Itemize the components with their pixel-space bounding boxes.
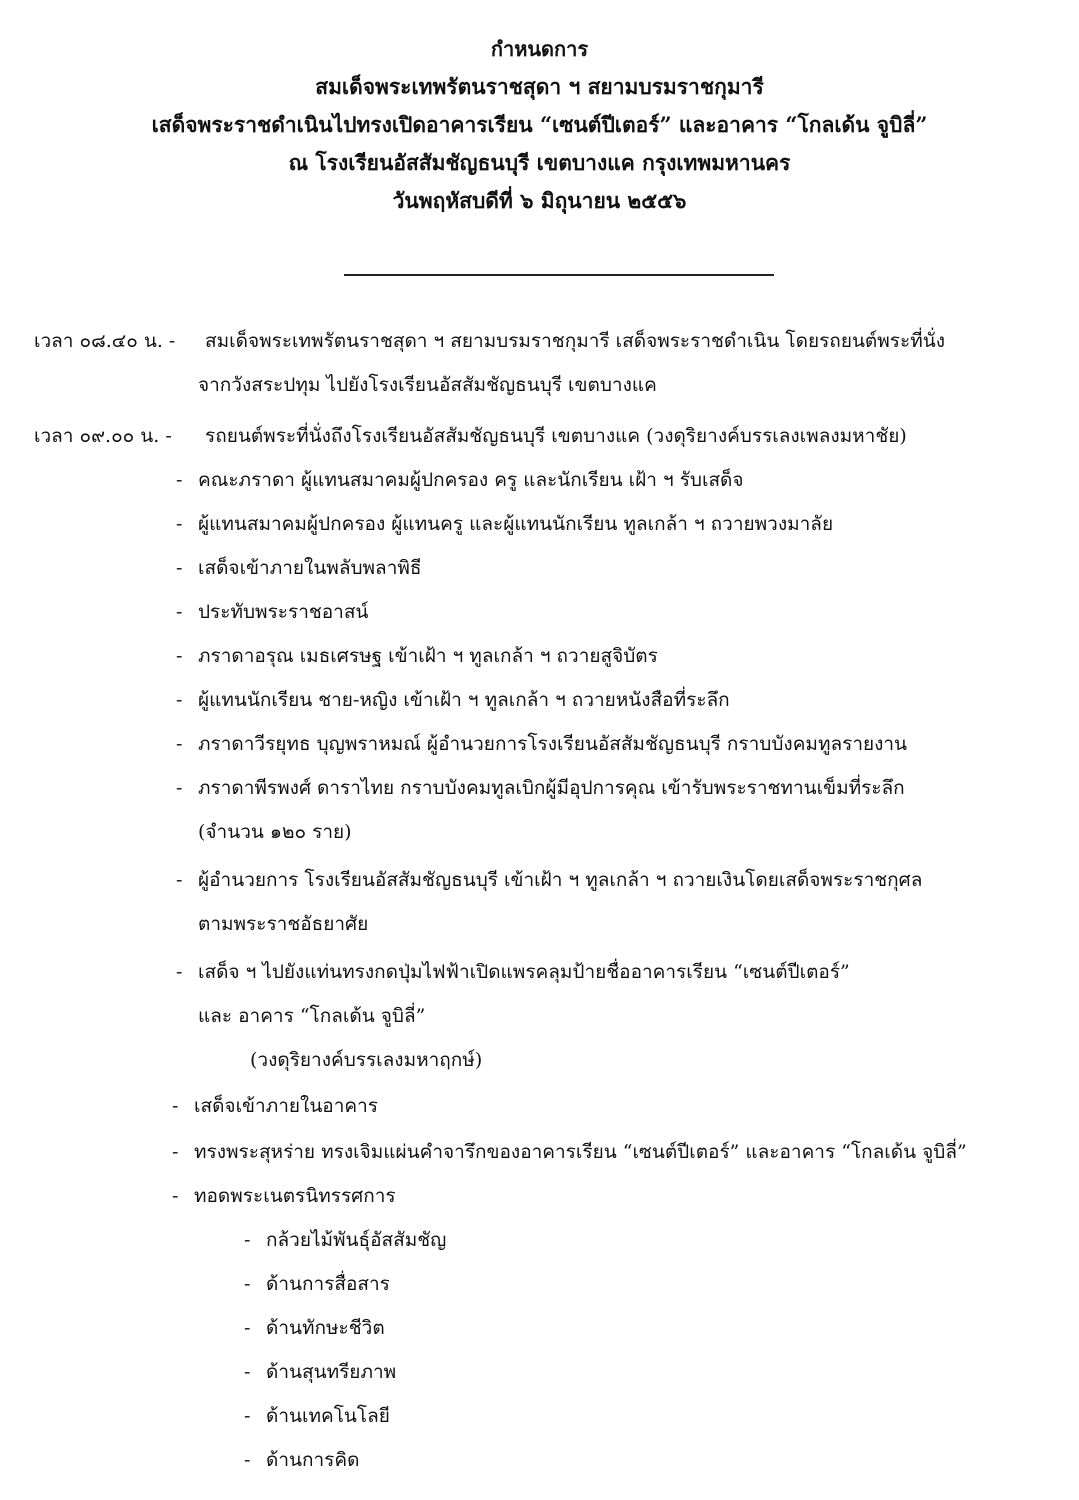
list-item-note: (วงดุริยางค์บรรเลงมหาฤกษ์) bbox=[250, 1049, 483, 1071]
schedule-text-1-cont: จากวังสระปทุม ไปยังโรงเรียนอัสสัมชัญธนบุรี เขตบางแค bbox=[198, 374, 657, 396]
list-item-cont: (จำนวน ๑๒๐ ราย) bbox=[198, 821, 352, 843]
header-line-4: ณ โรงเรียนอัสสัมชัญธนบุรี เขตบางแค กรุงเทพมหานคร bbox=[288, 150, 791, 175]
list-item: - ภราดาวีรยุทธ บุญพราหมณ์ ผู้อำนวยการโรงเรียนอัสสัมชัญธนบุรี กราบบังคมทูลรายงาน bbox=[176, 733, 908, 755]
list-item: - ผู้อำนวยการ โรงเรียนอัสสัมชัญธนบุรี เข้าเฝ้า ฯ ทูลเกล้า ฯ ถวายเงินโดยเสด็จพระราชกุศล bbox=[176, 869, 923, 891]
sub-list-item: - กล้วยไม้พันธุ์อัสสัมชัญ bbox=[244, 1229, 447, 1251]
header-line-5: วันพฤหัสบดีที่ ๖ มิถุนายน ๒๕๕๖ bbox=[392, 188, 687, 213]
list-item: - เสด็จเข้าภายในอาคาร bbox=[172, 1095, 378, 1117]
list-item: - เสด็จเข้าภายในพลับพลาพิธี bbox=[176, 557, 422, 579]
list-item: - ผู้แทนสมาคมผู้ปกครอง ผู้แทนครู และผู้แทนนักเรียน ทูลเกล้า ฯ ถวายพวงมาลัย bbox=[176, 513, 834, 535]
list-item: - ผู้แทนนักเรียน ชาย-หญิง เข้าเฝ้า ฯ ทูลเกล้า ฯ ถวายหนังสือที่ระลึก bbox=[176, 689, 730, 711]
header-line-2: สมเด็จพระเทพรัตนราชสุดา ฯ สยามบรมราชกุมารี bbox=[315, 74, 764, 99]
sub-list-item: - ด้านเทคโนโลยี bbox=[244, 1405, 390, 1427]
document-header bbox=[0, 30, 1079, 220]
sub-list-item: - ด้านการคิด bbox=[244, 1449, 360, 1471]
list-item: - ภราดาอรุณ เมธเศรษฐ เข้าเฝ้า ฯ ทูลเกล้า ฯ ถวายสูจิบัตร bbox=[176, 645, 658, 667]
schedule-text-1: สมเด็จพระเทพรัตนราชสุดา ฯ สยามบรมราชกุมารี เสด็จพระราชดำเนิน โดยรถยนต์พระที่นั่ง bbox=[205, 330, 945, 352]
schedule-text-2: รถยนต์พระที่นั่งถึงโรงเรียนอัสสัมชัญธนบุรี เขตบางแค (วงดุริยางค์บรรเลงเพลงมหาชัย) bbox=[205, 425, 907, 447]
time-label-1: เวลา ๐๘.๔๐ น. - bbox=[34, 330, 176, 352]
list-item: - ทอดพระเนตรนิทรรศการ bbox=[172, 1185, 396, 1207]
list-item: - เสด็จ ฯ ไปยังแท่นทรงกดปุ่มไฟฟ้าเปิดแพรคลุมป้ายชื่ออาคารเรียน “เซนต์ปีเตอร์” bbox=[176, 961, 850, 983]
list-item-cont: และ อาคาร “โกลเด้น จูบิลี่” bbox=[198, 1005, 426, 1027]
list-item: - ภราดาพีรพงศ์ ดาราไทย กราบบังคมทูลเบิกผู้มีอุปการคุณ เข้ารับพระราชทานเข็มที่ระลึก bbox=[176, 777, 905, 799]
header-divider bbox=[344, 274, 774, 276]
sub-list-item: - ด้านการสื่อสาร bbox=[244, 1273, 390, 1295]
sub-list-item: - ด้านทักษะชีวิต bbox=[244, 1317, 385, 1339]
header-line-1: กำหนดการ bbox=[490, 37, 589, 61]
list-item: - ประทับพระราชอาสน์ bbox=[176, 601, 369, 623]
list-item: - ทรงพระสุหร่าย ทรงเจิมแผ่นคำจารึกของอาคารเรียน “เซนต์ปีเตอร์” และอาคาร “โกลเด้น จูบิลี่” bbox=[172, 1141, 967, 1163]
header-line-3: เสด็จพระราชดำเนินไปทรงเปิดอาคารเรียน “เซนต์ปีเตอร์” และอาคาร “โกลเด้น จูบิลี่” bbox=[151, 112, 928, 137]
list-item: - คณะภราดา ผู้แทนสมาคมผู้ปกครอง ครู และนักเรียน เฝ้า ฯ รับเสด็จ bbox=[176, 469, 744, 491]
list-item-cont: ตามพระราชอัธยาศัย bbox=[198, 913, 369, 935]
sub-list-item: - ด้านสุนทรียภาพ bbox=[244, 1361, 397, 1383]
time-label-2: เวลา ๐๙.๐๐ น. - bbox=[34, 425, 172, 447]
